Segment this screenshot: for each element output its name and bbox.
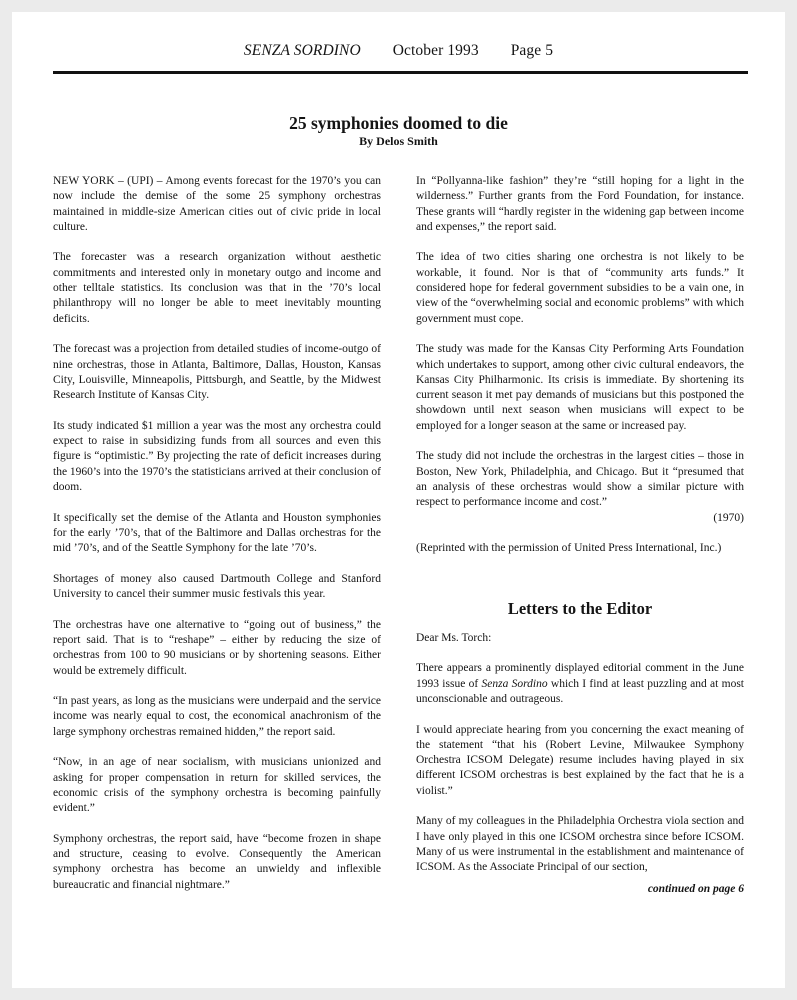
article-headline: 25 symphonies doomed to die xyxy=(289,113,508,133)
article-paragraph: The forecast was a projection from detailed studies of income-outgo of nine orchestras, those in Atlanta, Baltimore, Dallas, Houston, Kansas City, Louisville, Minneapolis, Pittsburgh, and Seattle, by the Midwest Research Institute of Kansas City. xyxy=(53,343,381,402)
article-paragraph: The orchestras have one alternative to “going out of business,” the report said. That is to “reshape” – either by reducing the size of orchestras from 100 to 90 musicians or by shortening seasons. Either would be extremely difficult. xyxy=(53,618,381,677)
newsletter-page xyxy=(12,12,785,988)
issue-date: October 1993 xyxy=(392,42,479,59)
article-paragraph: The forecaster was a research organization without aesthetic commitments and interested only in monetary outgo and income and other telltale statistics. Its conclusion was that in the ’70’s local philanthropy will no longer be able to meet inevitably mounting deficits. xyxy=(53,251,381,325)
masthead-rule xyxy=(53,71,748,74)
article-paragraph: Symphony orchestras, the report said, have “become frozen in shape and structure, ceasing to evolve. Consequently the American symphony orchestra has become an unwieldy and inflexible bureaucratic and financial nightmare.” xyxy=(53,832,381,891)
letters-heading: Letters to the Editor xyxy=(507,599,653,619)
article-paragraph: Shortages of money also caused Dartmouth College and Stanford University to cancel their summer music festivals this year. xyxy=(53,572,381,601)
article-paragraph: “In past years, as long as the musicians were underpaid and the service income was nearly equal to cost, the economical anachronism of the large symphony orchestras remained hidden,” the report said. xyxy=(53,695,381,738)
article-paragraph: “Now, in an age of near socialism, with musicians unionized and asking for proper compensation in return for skilled services, the economic crisis of the symphony orchestra is becoming painfully evident.” xyxy=(53,756,381,815)
continued-note: continued on page 6 xyxy=(647,883,744,896)
masthead xyxy=(12,42,785,60)
letter-paragraph: I would appreciate hearing from you concerning the exact meaning of the statement “that his (Robert Levine, Milwaukee Symphony Orchestra ICSOM Delegate) resume includes having played in six different ICSOM orchestras is best explained by the fact that he is a violist.” xyxy=(416,723,744,797)
article-paragraph: The study was made for the Kansas City Performing Arts Foundation which undertakes to support, among other civic cultural endeavors, the Kansas City Philharmonic. Its crisis is immediate. By shortening its current season it met pay demands of musicians but this postponed the showdown until next season when musicians will expect to be employed for a longer season at the same or increased pay. xyxy=(416,343,744,432)
article-paragraph: Its study indicated $1 million a year was the most any orchestra could expect to raise in subsidizing funds from all sources and even this figure is “optimistic.” By projecting the rate of deficit increases during the 1960’s into the 1970’s the statisticians arrived at their conclusion of doom. xyxy=(53,419,382,493)
article-year: (1970) xyxy=(713,511,744,524)
article-paragraph: The study did not include the orchestras in the largest cities – those in Boston, New York, Philadelphia, and Chicago. But it “presumed that an analysis of these orchestras would show a similar picture with respect to performance income and cost.” xyxy=(416,450,744,509)
letter-paragraph: There appears a prominently displayed editorial comment in the June 1993 issue of Senza Sordino which I find at least puzzling and at most unconscionable and outrageous. xyxy=(416,662,744,705)
article-paragraph: It specifically set the demise of the Atlanta and Houston symphonies for the early ’70’s, that of the Baltimore and Dallas orchestras for the mid ’70’s, and of the Seattle Symphony for the late ’70’s. xyxy=(53,511,381,555)
right-column xyxy=(416,174,744,898)
letter-salutation: Dear Ms. Torch: xyxy=(416,631,492,644)
article-paragraph: In “Pollyanna-like fashion” they’re “still hoping for a light in the wilderness.” Further grants from the Ford Foundation, for instance. These grants will “hardly register in the widening gap between income and expenses,” the report said. xyxy=(416,175,744,233)
letter-paragraph: Many of my colleagues in the Philadelphia Orchestra viola section and I have only played in this one ICSOM orchestra since before ICSOM. Many of us were instrumental in the establishment and maintenance of ICSOM. As the Associate Principal of our section, xyxy=(416,815,744,874)
publication-title-italic: Senza Sordino xyxy=(481,677,548,690)
left-column xyxy=(53,174,381,908)
article-paragraph: NEW YORK – (UPI) – Among events forecast for the 1970’s you can now include the demise of the some 25 symphony orchestras maintained in middle-size American cities out of civic pride in local culture. xyxy=(53,175,381,233)
page-number: Page 5 xyxy=(510,42,554,59)
reprint-note: (Reprinted with the permission of United Press International, Inc.) xyxy=(416,542,722,555)
article-byline: By Delos Smith xyxy=(359,134,438,148)
article-paragraph: The idea of two cities sharing one orchestra is not likely to be workable, it found. Nor is that of “community arts funds.” It considered hope for federal government subsidies to be a vain one, in view of the “overwhelming social and economic problems” with which government must cope. xyxy=(416,251,744,325)
publication-name: SENZA SORDINO xyxy=(243,42,361,59)
